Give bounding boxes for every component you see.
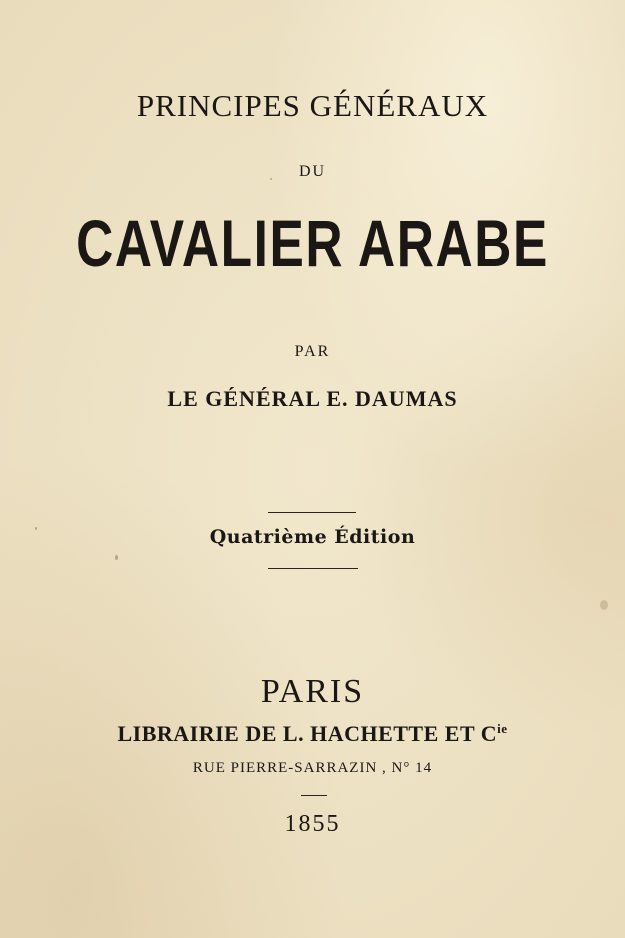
by-label: PAR: [294, 343, 331, 360]
edition-rule-bottom: [268, 568, 358, 569]
paper-speck: [270, 178, 272, 180]
imprint-city: PARIS: [260, 673, 365, 710]
publisher-address: RUE PIERRE-SARRAZIN , N° 14: [192, 760, 433, 776]
title-line-1: PRINCIPES GÉNÉRAUX: [136, 88, 489, 123]
paper-speck: [600, 600, 608, 610]
author-name: LE GÉNÉRAL E. DAUMAS: [167, 386, 458, 411]
paper-speck: [115, 555, 118, 560]
publication-year: 1855: [284, 811, 341, 837]
publisher-line: [0, 721, 625, 747]
main-title: CAVALIER ARABE: [76, 206, 549, 280]
title-connector: DU: [298, 163, 327, 180]
publisher-name: LIBRAIRIE DE L. HACHETTE ET C: [117, 721, 498, 746]
publisher-superscript: ie: [497, 721, 508, 736]
paper-speck: [35, 527, 37, 530]
edition-label: Quatrième Édition: [209, 526, 416, 548]
year-rule: [301, 795, 327, 796]
edition-rule-top: [268, 512, 356, 513]
paper-speck: [430, 405, 432, 407]
